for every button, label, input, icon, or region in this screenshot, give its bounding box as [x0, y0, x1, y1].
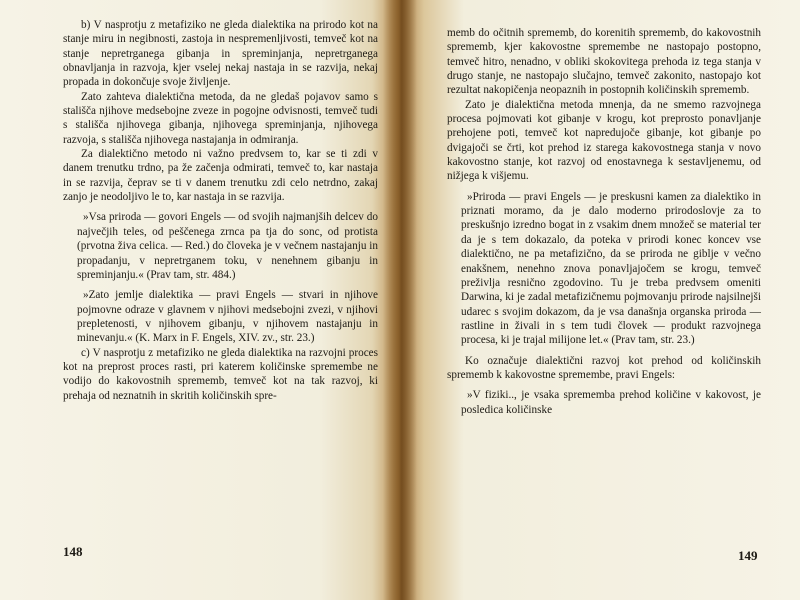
paragraph: Za dialektično metodo ni važno predvsem to, kar se ti zdi v danem trenutku trdno, pa že začenja odmirati, temveč to, kar nastaja in se razvija, čeprav se ti v danem trenutku zdi celo netrdno, zakaj zanjo je neodoljivo le to, kar nastaja in se razvija.	[63, 148, 378, 204]
quote-paragraph: »Zato jemlje dialektika — pravi Engels — stvari in njihove pojmovne odraze v glavnem v njihovi medsebojni zvezi, v njihovi prepletenosti, v njihovem gibanju, v njihovem nastajanju in minevanju.« (K. Marx in F. Engels, XIV. zv., str. 23.)	[77, 289, 378, 345]
quote-paragraph: »Vsa priroda — govori Engels — od svojih najmanjših delcev do največjih teles, od peščenega zrnca pa tja do sonc, od protista (prvotna živa celica. — Red.) do človeka je v večnem nastajanju in propadanju, v nepretrganem toku, v nenehnem gibanju in spreminjanju.« (Prav tam, str. 484.)	[77, 211, 378, 281]
quote-paragraph: »V fiziki.., je vsaka sprememba prehod količine v kakovost, je posledica količinske	[461, 389, 761, 416]
page-number: 148	[63, 544, 83, 559]
right-page	[400, 0, 800, 600]
paragraph: b) V nasprotju z metafiziko ne gleda dialektika na prirodo kot na stanje miru in negibnosti, zastoja in nespremenljivosti, temveč kot na stanje nepretrganega gibanja in spreminjanja, nepretrganega obnavljanja in razvoja, kjer vselej nekaj nastaja in se razvija, nekaj propada in dokončuje svoje življenje.	[63, 19, 378, 89]
left-page-text	[63, 18, 378, 403]
paragraph: c) V nasprotju z metafiziko ne gleda dialektika na razvojni proces kot na preprost proces rasti, pri katerem količinske spremembe ne vodijo do kakovostnih sprememb, temveč kot na tak razvoj, ki prehaja od neznatnih in skritih količinskih spre-	[63, 346, 378, 402]
page-number: 149	[738, 548, 758, 563]
right-page-text	[447, 26, 761, 417]
paragraph: memb do očitnih sprememb, do korenitih sprememb, do kakovostnih sprememb, kjer kakovostne spremembe ne nastopajo postopno, temveč hitro, nenadno, v obliki skokovitega prehoda iz tega stanja v drugo stanje, ne nastopajo slučajno, temveč zakonito, nastopajo kot rezultat nakopičenja neopaznih in postopnih količinskih sprememb.	[447, 27, 761, 97]
quote-paragraph: »Priroda — pravi Engels — je preskusni kamen za dialektiko in priznati moramo, da je dalo moderno prirodoslovje za to preskušnjo izredno bogat in z vsakim dnem množeč se material ter da je s tem dokazalo, da poteka v prirodi konec koncev vse dialektično, ne pa metafizično, da se priroda ne giblje v večno enakšnem, nenehno znova ponavljajočem se krogu, temveč preživlja resnično zgodovino. Tu je treba predvsem omeniti Darwina, ki je zadal metafizičnemu pojmovanju prirode najsilnejši udarec s svojim dokazom, da je vsa današnja organska priroda — rastline in živali in s tem tudi človek — produkt razvojnega procesa, ki je trajal milijone let.« (Prav tam, str. 23.)	[461, 190, 761, 347]
paragraph: Ko označuje dialektični razvoj kot prehod od količinskih sprememb k kakovostne spremembe, pravi Engels:	[447, 354, 761, 381]
book-spine-shadow	[383, 0, 417, 600]
paragraph: Zato je dialektična metoda mnenja, da ne smemo razvojnega procesa pojmovati kot gibanje v krogu, kot preprosto ponavljanje prehojene poti, temveč kot napredujoče gibanje, kot gibanje po dvigajoči se črti, kot prehod iz starega kakovostnega stanja v novo kakovostno stanje, kot razvoj od enostavnega k sestavljenemu, od nižjega k višjemu.	[447, 98, 761, 183]
paragraph: Zato zahteva dialektična metoda, da ne gledaš pojavov samo s stališča njihove medsebojne zveze in pogojne odvisnosti, temveč tudi s stališča njihovega gibanja, njihovega spreminjanja, njihovega razvoja, s stališča njihovega nastajanja in odmiranja.	[63, 90, 378, 146]
